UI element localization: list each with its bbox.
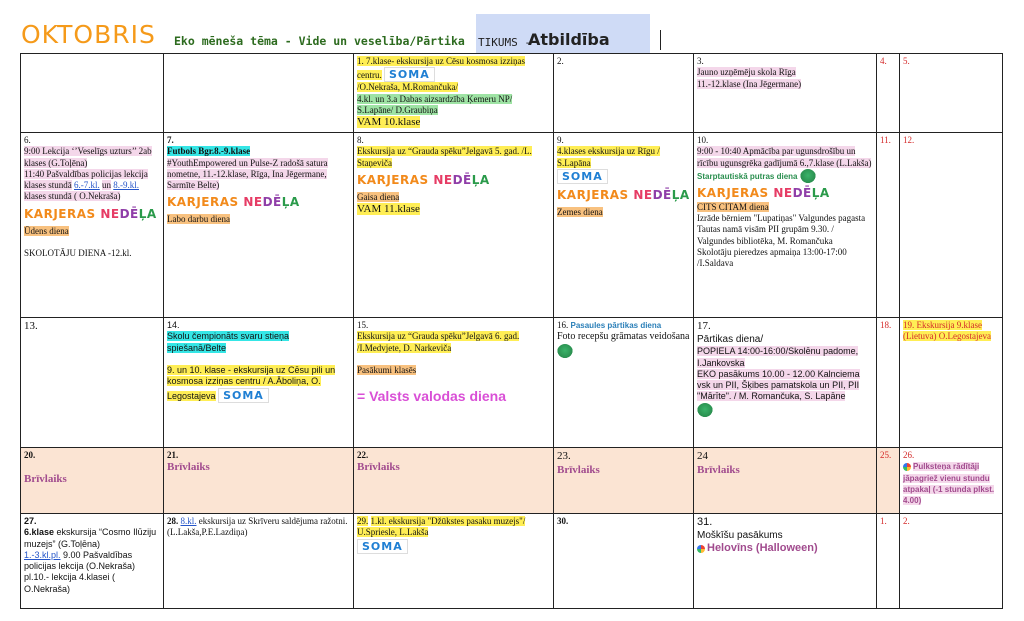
event-link[interactable]: 6.-7.kl. [74, 180, 100, 190]
karjeras-nedela-logo: KARJERAS NEDĒĻA [24, 206, 157, 221]
day-13 [21, 318, 164, 448]
event-text: Moškīšu pasākums [697, 529, 783, 541]
day-number: 27. [24, 516, 37, 526]
calendar-table [20, 53, 1003, 609]
event-text: ekskursija uz Skrīveru saldējuma ražotni.(L.Lakša,P.E.Lazdiņa) [167, 516, 348, 538]
event-text: #YouthEmpowered un Pulse-Z radošā satura nometne, 11.-12.klase, Rīga, Ina Jēgermane, Sarmīte Belte) [167, 157, 328, 190]
day-number: 6. [24, 135, 31, 145]
putras-diena-logo: Starptautiskā putras diena [697, 171, 798, 181]
ekoskola-icon [697, 403, 713, 419]
day-number: 12. [903, 135, 915, 145]
day-14 [164, 318, 354, 448]
skolas-soma-logo: SOMA [384, 67, 435, 82]
event-text: un [102, 180, 111, 190]
event-text: 1.kl. ekskursija "Džūkstes pasaku muzejs"/ U.Spriesle, L.Lakša [357, 516, 526, 538]
event-text: Zemes diena [557, 206, 603, 217]
event-text: VAM 10.klase [357, 116, 421, 128]
event-text: 4.kl. un 3.a Dabas aizsardzība Ķemeru NP/ S.Lapāne/ D.Graubiņa [357, 93, 513, 115]
event-text: Ekskursija uz “Grauda spēku”Jelgavā 6. gad. /I.Medvjete, D. Narkeviča [357, 331, 520, 353]
day-number: 14. [167, 320, 180, 330]
day-number: 21. [167, 450, 179, 460]
karjeras-nedela-logo: KARJERAS NEDĒĻA [557, 187, 690, 202]
day-5 [900, 54, 1003, 133]
event-text: klases stundā ( O.Nekraša) [24, 191, 121, 202]
event-text: 4.klases ekskursija uz Rīgu / S.Lapāna [557, 146, 660, 168]
day-number: 4. [880, 56, 887, 66]
day-15 [354, 318, 554, 448]
event-link[interactable]: 8.-9.kl. [113, 180, 139, 190]
event-text: Ekskursija uz “Grauda spēku”Jelgavā 5. gad. /L. Staņeviča [357, 146, 532, 168]
day-nov-1 [877, 514, 900, 609]
day-number: 8. [357, 135, 364, 145]
valsts-valodas-diena: = Valsts valodas diena [357, 387, 507, 404]
event-text: CITS CITAM diena [697, 201, 769, 212]
day-25 [877, 448, 900, 514]
clock-dots-icon [903, 463, 911, 471]
day-7 [164, 133, 354, 318]
halloween-label: Helovīns (Halloween) [707, 542, 818, 555]
day-number: 5. [903, 56, 910, 66]
day-number: 28. [167, 516, 179, 526]
day-number: 20. [24, 450, 36, 460]
day-number: 22. [357, 450, 369, 460]
event-text: Skolotāju pieredzes apmaiņa 13:00-17:00 /I.Saldava [697, 246, 847, 268]
event-text: Pulksteņa rādītāji jāpagriež vienu stundu atpakaļ (-1 stunda plkst. 4.00) [903, 462, 995, 505]
holiday-label: Brīvlaiks [697, 463, 740, 476]
event-link[interactable]: 8.kl. [180, 516, 197, 526]
halloween-dots-icon [697, 545, 705, 553]
day-number: 9. [557, 135, 564, 145]
day-30 [554, 514, 694, 609]
event-text: Skolu čempionāts svaru stieņa spiešanā/Belte [167, 331, 290, 353]
day-nov-2 [900, 514, 1003, 609]
day-number: 30. [557, 516, 569, 526]
ekoskola-icon [557, 344, 573, 360]
day-16 [554, 318, 694, 448]
day-number: 31. [697, 516, 713, 528]
day-19 [900, 318, 1003, 448]
header [0, 0, 1024, 56]
event-text: Ūdens diena [24, 225, 69, 236]
event-text: 9:00 - 10:40 Apmācība par ugunsdrošību un rīcību ugunsgrēka gadījumā 6.,7.klase (L.Lakša) [697, 146, 872, 168]
event-text: Foto recepšu grāmatas veidošana [557, 331, 690, 343]
day-18 [877, 318, 900, 448]
event-text: 9:00 Lekcija ‘’Veselīgs uzturs’’ 2ab klases (G.Toļēna) [24, 146, 152, 168]
event-text: Pasākumi klasēs [357, 365, 417, 375]
event-text: EKO pasākums 10.00 - 12.00 Kalnciema vsk un PII, Šķibes pamatskola un PII, PII "Mārīte". / M. Romančuka, S. Lapāne [697, 368, 860, 402]
karjeras-nedela-logo: KARJERAS NEDĒĻA [167, 195, 300, 210]
event-text: ekskursija “Cosmo Ilūziju muzejs” (G.Toļēna) [24, 527, 157, 549]
day-10 [694, 133, 877, 318]
event-link[interactable]: 1.-3.kl.pl. [24, 549, 61, 560]
skolas-soma-logo: SOMA [218, 388, 269, 403]
day-number: 26. [903, 450, 915, 460]
holiday-label: Brīvlaiks [24, 472, 67, 485]
event-text: 9.00 Pašvaldības policijas lekcija (O.Nekraša) pl.10.- lekcija 4.klasei ( O.Nekraša) [24, 549, 136, 594]
day-20 [21, 448, 164, 514]
day-number: 23. [557, 450, 571, 462]
day-number: 18. [880, 320, 892, 330]
day-28 [164, 514, 354, 609]
day-number: 1. [880, 516, 887, 526]
event-text: SKOLOTĀJU DIENA -12.kl. [24, 248, 132, 258]
event-text: Pārtikas diena/ [697, 333, 764, 345]
day-11 [877, 133, 900, 318]
day-number: 16. [557, 320, 569, 330]
event-text: Jauno uzņēmēju skola Rīga [697, 67, 796, 78]
text-cursor [660, 30, 661, 50]
event-text: 6.klase [24, 527, 55, 538]
event-text: 9. un 10. klase - ekskursija uz Cēsu pili un kosmosa izziņas centru / A.Āboliņa, O. Legostajeva [167, 365, 336, 401]
day-4 [877, 54, 900, 133]
day-1 [354, 54, 554, 133]
day-27 [21, 514, 164, 609]
pasaules-partikas-diena-logo: Pasaules pārtikas diena [570, 321, 662, 330]
event-text: Labo darbu diena [167, 214, 230, 225]
day-22 [354, 448, 554, 514]
skolas-soma-logo: SOMA [557, 169, 608, 184]
event-text: Gaisa diena [357, 191, 400, 202]
day-number: 2. [557, 56, 564, 66]
event-text: 19. Ekskursija 9.klase (Lietuva) O.Legostajeva [903, 320, 991, 342]
day-number: 7. [167, 135, 174, 145]
day-23 [554, 448, 694, 514]
day-9 [554, 133, 694, 318]
day-8 [354, 133, 554, 318]
week-row-5 [21, 514, 1003, 609]
event-text: Izrāde bērniem "Lupatiņas" Valgundes pagasta Tautas namā visām PII grupām 9.30. / Valgundes bibliotēka, M. Romančuka [697, 213, 866, 246]
day-number: 10. [697, 135, 709, 145]
holiday-label: Brīvlaiks [357, 461, 400, 474]
day-number: 2. [903, 516, 910, 526]
day-empty [164, 54, 354, 133]
event-text: POPIELA 14:00-16:00/Skolēnu padome, I.Jankovska [697, 346, 859, 368]
day-number: 3. [697, 56, 704, 66]
event-text: Futbols Bgr.8.-9.klase [167, 146, 251, 157]
day-24 [694, 448, 877, 514]
day-17 [694, 318, 877, 448]
day-number: 17. [697, 320, 711, 332]
day-number: 13. [24, 320, 38, 332]
karjeras-nedela-logo: KARJERAS NEDĒĻA [357, 172, 490, 187]
virtue-label: TIKUMS - [478, 36, 531, 49]
day-12 [900, 133, 1003, 318]
event-text: 1. 7.klase- ekskursija uz Cēsu kosmosa izziņas centru. [357, 56, 525, 81]
week-row-1 [21, 54, 1003, 133]
day-number: 24 [697, 450, 708, 462]
holiday-label: Brīvlaiks [167, 461, 210, 474]
event-text: 11.-12.klase (Ina Jēgermane) [697, 78, 802, 89]
day-number: 11. [880, 135, 891, 145]
week-row-4 [21, 448, 1003, 514]
month-title: OKTOBRIS [21, 20, 156, 49]
skolas-soma-logo: SOMA [357, 539, 408, 554]
day-number: 25. [880, 450, 892, 460]
holiday-label: Brīvlaiks [557, 463, 600, 476]
eco-theme: Eko mēneša tēma - Vide un veselība/Pārtika [174, 34, 465, 48]
day-2 [554, 54, 694, 133]
day-number: 15. [357, 320, 369, 330]
day-26 [900, 448, 1003, 514]
week-row-2 [21, 133, 1003, 318]
day-21 [164, 448, 354, 514]
day-empty [21, 54, 164, 133]
karjeras-nedela-logo: KARJERAS NEDĒĻA [697, 185, 830, 200]
day-31 [694, 514, 877, 609]
day-29 [354, 514, 554, 609]
event-text: 11:40 Pašvaldības policijas lekcija klases stundā [24, 168, 148, 190]
event-text: VAM 11.klase [357, 203, 420, 215]
day-number: 29. [357, 516, 369, 526]
day-3 [694, 54, 877, 133]
ekoskola-icon [800, 169, 816, 185]
week-row-3 [21, 318, 1003, 448]
event-text: /O.Nekraša, M.Romančuka/ [357, 82, 458, 93]
day-6 [21, 133, 164, 318]
virtue-value: Atbildība [528, 30, 610, 49]
